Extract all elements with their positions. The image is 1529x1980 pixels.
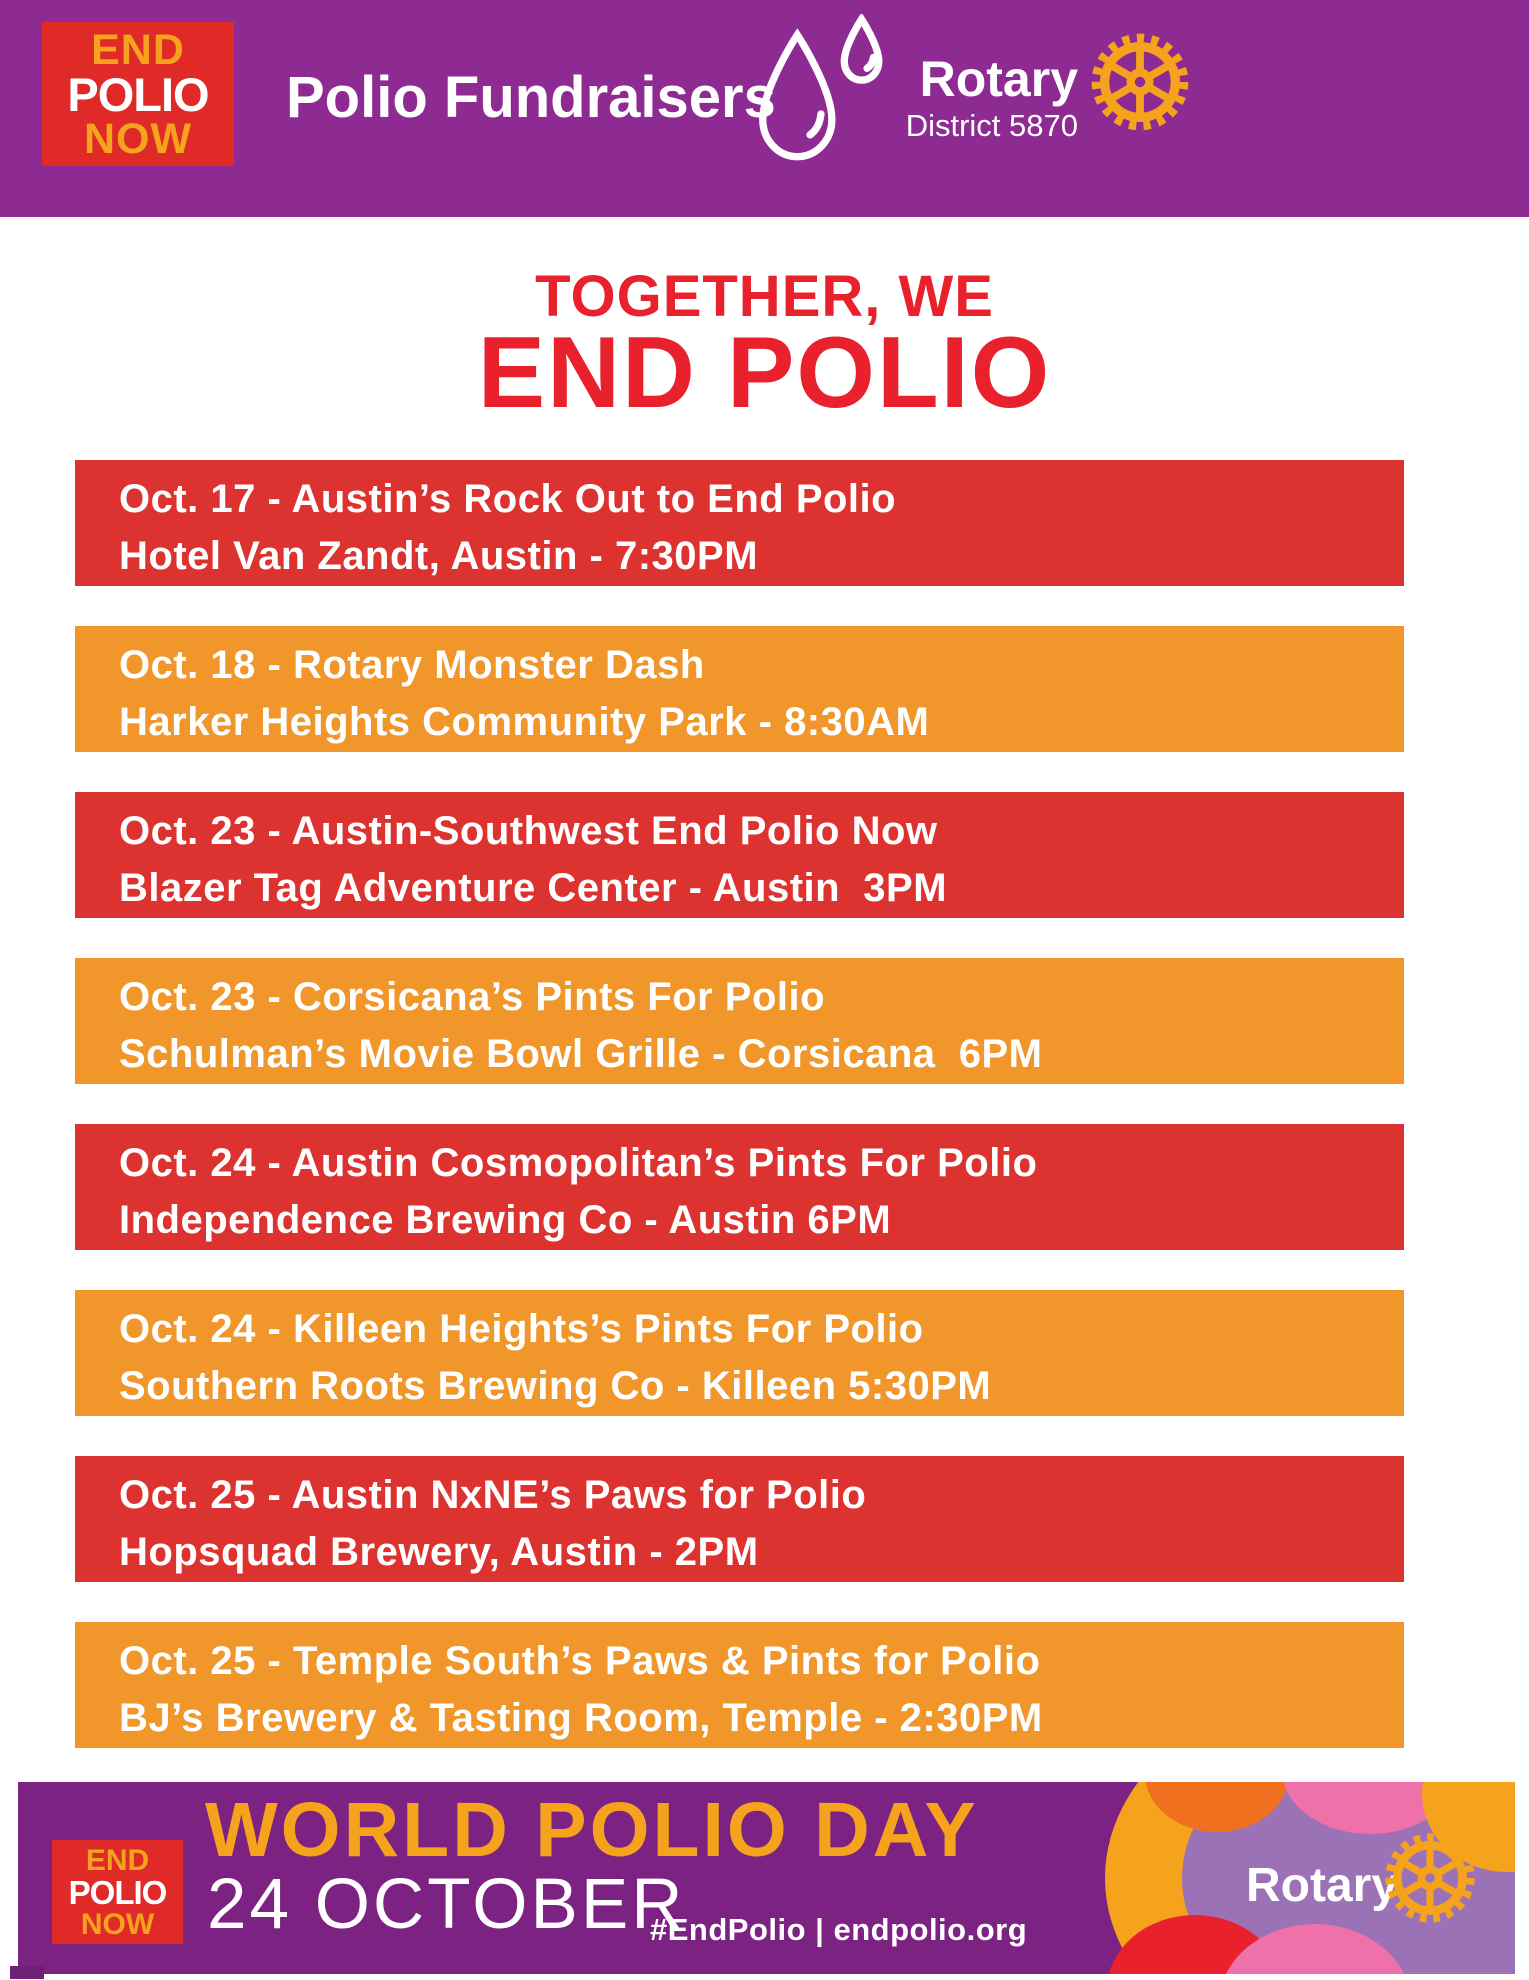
event-details: Independence Brewing Co - Austin 6PM — [119, 1198, 892, 1242]
event-details: Hotel Van Zandt, Austin - 7:30PM — [119, 534, 759, 578]
event-details: Blazer Tag Adventure Center - Austin 3PM — [119, 866, 948, 910]
world-polio-day-date: 24 OCTOBER — [207, 1865, 686, 1944]
event-title: Oct. 18 - Rotary Monster Dash — [119, 643, 705, 687]
event-details: BJ’s Brewery & Tasting Room, Temple - 2:30PM — [119, 1696, 1043, 1740]
page-title: Polio Fundraisers — [286, 65, 776, 130]
rotary-wheel-icon — [1088, 30, 1192, 134]
rotary-wordmark-footer: Rotary — [1246, 1859, 1399, 1912]
event-title: Oct. 25 - Austin NxNE’s Paws for Polio — [119, 1473, 867, 1517]
event-details: Schulman’s Movie Bowl Grille - Corsicana 6PM — [119, 1032, 1043, 1076]
scan-artifact-notch — [10, 1966, 44, 1979]
district-label: District 5870 — [905, 108, 1078, 143]
event-title: Oct. 25 - Temple South’s Paws & Pints for Polio — [119, 1639, 1041, 1683]
endpolio-tagline: #EndPolio | endpolio.org — [650, 1912, 1028, 1947]
rotary-brand-block — [846, 52, 1078, 146]
rotary-wheel-icon — [1382, 1830, 1478, 1926]
header-bar — [0, 0, 1529, 217]
world-polio-day-title: WORLD POLIO DAY — [205, 1787, 979, 1873]
event-list — [75, 460, 1404, 1788]
event-bar — [75, 958, 1404, 1084]
event-title: Oct. 23 - Austin-Southwest End Polio Now — [119, 809, 938, 853]
logo-line-end: END — [91, 25, 185, 74]
event-bar — [75, 1622, 1404, 1748]
end-polio-now-logo — [42, 22, 234, 166]
world-polio-day-banner — [18, 1782, 1515, 1974]
logo-line-end: END — [85, 1843, 150, 1877]
event-bar — [75, 1124, 1404, 1250]
rotary-wordmark: Rotary — [919, 51, 1078, 107]
event-title: Oct. 23 - Corsicana’s Pints For Polio — [119, 975, 826, 1019]
logo-line-polio: POLIO — [67, 67, 209, 121]
event-bar — [75, 1290, 1404, 1416]
event-details: Hopsquad Brewery, Austin - 2PM — [119, 1530, 759, 1574]
event-bar — [75, 792, 1404, 918]
logo-line-now: NOW — [83, 114, 193, 163]
end-polio-now-logo-footer — [52, 1840, 183, 1944]
event-title: Oct. 24 - Austin Cosmopolitan’s Pints For Polio — [119, 1141, 1038, 1185]
event-title: Oct. 24 - Killeen Heights’s Pints For Polio — [119, 1307, 924, 1351]
logo-line-now: NOW — [80, 1907, 155, 1941]
event-details: Southern Roots Brewing Co - Killeen 5:30PM — [119, 1364, 992, 1408]
event-title: Oct. 17 - Austin’s Rock Out to End Polio — [119, 477, 897, 521]
event-bar — [75, 1456, 1404, 1582]
logo-line-polio: POLIO — [68, 1873, 167, 1911]
event-bar — [75, 626, 1404, 752]
event-bar — [75, 460, 1404, 586]
event-details: Harker Heights Community Park - 8:30AM — [119, 700, 930, 744]
hero-together-we: TOGETHER, WE — [535, 264, 994, 329]
hero-end-polio: END POLIO — [477, 317, 1052, 429]
